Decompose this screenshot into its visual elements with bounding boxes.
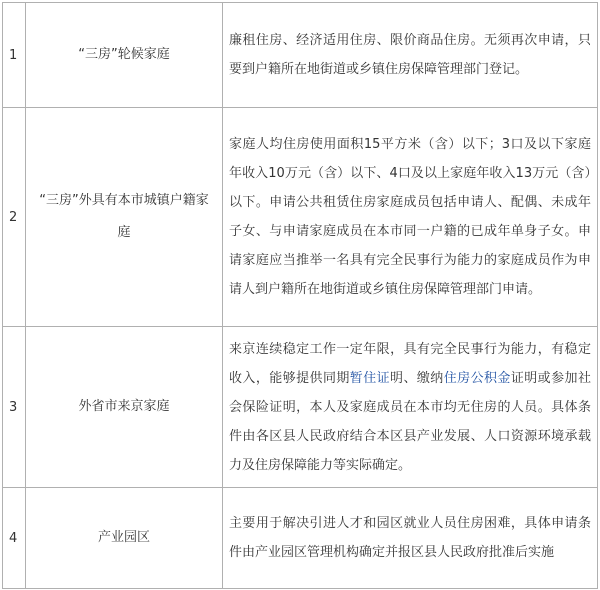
row-number: 2: [3, 108, 26, 327]
description-text: 证明或参加社会保险证明，本人及家庭成员在本市均无住房的人员。具体条件由各区县人民政府结合本区县产业发展、人口资源环境承载力及住房保障能力等实际确定。: [229, 370, 591, 473]
row-number: 3: [3, 327, 26, 488]
table-row: [3, 488, 598, 589]
eligibility-description: 廉租住房、经济适用住房、限价商品住房。无须再次申请，只要到户籍所在地街道或乡镇住房保障管理部门登记。: [223, 3, 598, 108]
table-row: [3, 108, 598, 327]
row-number: 4: [3, 488, 26, 589]
table-row: [3, 327, 598, 488]
description-text: 来京连续稳定工作一定年限，具有完全民事行为能力，有稳定收入，能够提供同期: [229, 341, 591, 386]
row-number: 1: [3, 3, 26, 108]
temporary-residence-permit-link[interactable]: 暂住证: [349, 370, 391, 386]
household-type: 产业园区: [26, 488, 223, 589]
household-type: “三房”轮候家庭: [26, 3, 223, 108]
eligibility-description: [223, 327, 598, 488]
eligibility-description: 家庭人均住房使用面积15平方米（含）以下；3口及以下家庭年收入10万元（含）以下、4口及以上家庭年收入13万元（含）以下。申请公共租赁住房家庭成员包括申请人、配偶、未成年子女、与申请家庭成员在本市同一户籍的已成年单身子女。申请家庭应当推举一名具有完全民事行为能力的家庭成员作为申请人到户籍所在地街道或乡镇住房保障管理部门申请。: [223, 108, 598, 327]
eligibility-description: 主要用于解决引进人才和园区就业人员住房困难，具体申请条件由产业园区管理机构确定并报区县人民政府批准后实施: [223, 488, 598, 589]
housing-provident-fund-link[interactable]: 住房公积金: [443, 370, 511, 386]
policy-table: [2, 2, 598, 589]
household-type: “三房”外具有本市城镇户籍家庭: [26, 108, 223, 327]
household-type: 外省市来京家庭: [26, 327, 223, 488]
table-row: [3, 3, 598, 108]
description-text: 明、缴纳: [390, 370, 444, 386]
